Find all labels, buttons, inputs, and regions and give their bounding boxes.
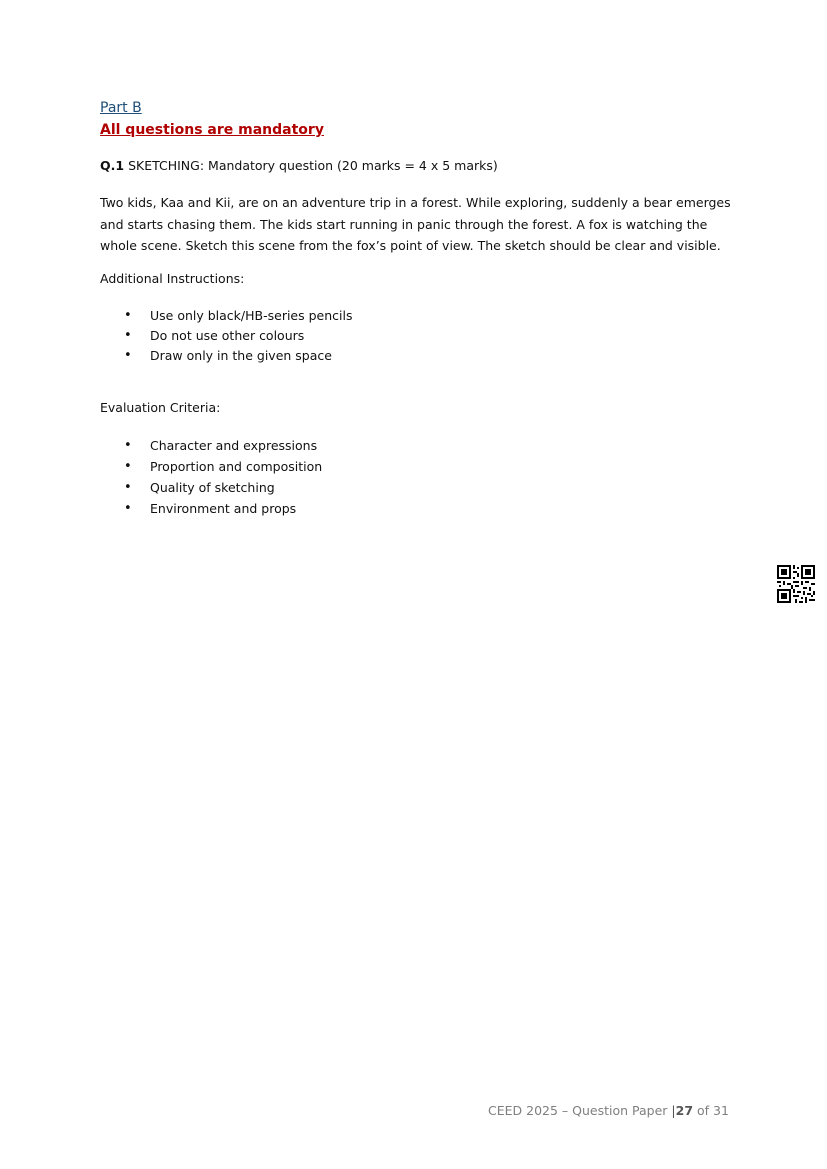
bullet-icon: • [124,501,132,516]
list-item: • Do not use other colours [100,326,352,346]
list-item: • Use only black/HB-series pencils [100,306,352,326]
page-number: 27 [675,1103,694,1118]
question-number: Q.1 [100,158,125,173]
list-item: • Environment and props [100,498,322,519]
bullet-icon: • [124,480,132,495]
bullet-icon: • [124,308,132,323]
footer-document-title: CEED 2025 – Question Paper [488,1103,668,1118]
list-item: • Draw only in the given space [100,346,352,366]
bullet-icon: • [124,459,132,474]
evaluation-criteria-list [100,435,322,519]
list-item: • Character and expressions [100,435,322,456]
mandatory-note: All questions are mandatory [100,122,324,138]
question-body: Two kids, Kaa and Kii, are on an adventure trip in a forest. While exploring, suddenly a bear emerges and starts chasing them. The kids start running in panic through the forest. A fox is watching the whole scene. Sketch this scene from the fox’s point of view. The sketch should be clear and visible. [100,195,731,253]
bullet-icon: • [124,348,132,363]
question-heading [100,158,498,173]
bullet-icon: • [124,438,132,453]
footer-separator: | [671,1103,676,1118]
qr-code-icon [777,565,815,603]
evaluation-criteria-label: Evaluation Criteria: [100,400,221,415]
page-total: of 31 [697,1103,729,1118]
list-item: • Proportion and composition [100,456,322,477]
bullet-icon: • [124,328,132,343]
question-title: SKETCHING: Mandatory question (20 marks = 4 x 5 marks) [128,158,498,173]
page-footer [488,1103,729,1118]
list-item: • Quality of sketching [100,477,322,498]
part-title: Part B [100,100,142,116]
additional-instructions-label: Additional Instructions: [100,271,245,286]
additional-instructions-list [100,306,352,366]
